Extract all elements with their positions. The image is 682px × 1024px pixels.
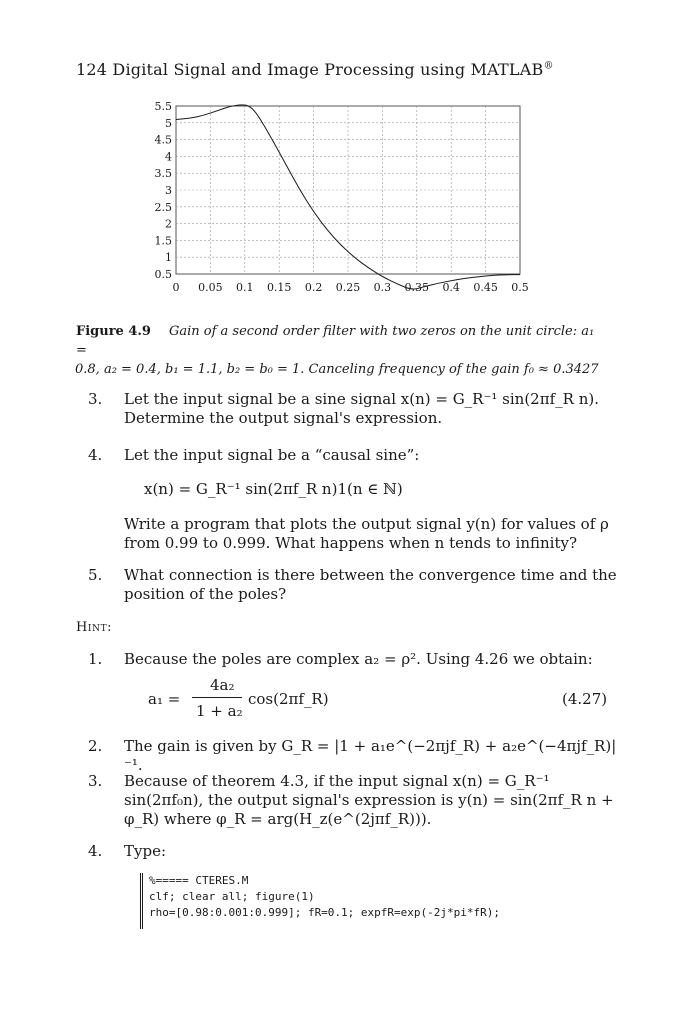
x-tick-label: 0.3 (373, 281, 392, 294)
figure-caption (76, 322, 608, 379)
equation-lhs: a₁ = (148, 690, 181, 708)
equation-numerator: 4a₂ (210, 676, 235, 694)
caption-line2: 0.8, a₂ = 0.4, b₁ = 1.1, b₂ = b₀ = 1. Canceling frequency of the gain f₀ ≈ 0.3427 (75, 362, 599, 377)
gain-chart (150, 100, 530, 310)
code-line-3: rho=[0.98:0.001:0.999]; fR=0.1; expfR=exp(-2j*pi*fR); (149, 906, 500, 919)
code-listing (140, 873, 500, 929)
y-tick-label: 5.5 (154, 100, 172, 113)
y-tick-label: 1.5 (154, 234, 172, 248)
y-tick-label: 5 (165, 116, 172, 130)
causal-sine-equation: x(n) = G_R⁻¹ sin(2πf_R n)1(n ∈ ℕ) (144, 480, 403, 498)
running-header: 124 Digital Signal and Image Processing using MATLAB® (76, 60, 554, 79)
x-tick-label: 0.1 (236, 281, 254, 294)
y-tick-label: 2.5 (154, 200, 172, 214)
fraction-bar (192, 697, 242, 698)
equation-denominator: 1 + a₂ (196, 702, 243, 720)
y-tick-label: 0.5 (154, 268, 172, 281)
x-tick-label: 0.5 (511, 281, 529, 294)
gain-curve (176, 105, 520, 289)
y-tick-label: 4.5 (154, 133, 172, 147)
x-tick-label: 0.25 (335, 281, 361, 294)
hint-heading: Hint: (76, 620, 113, 635)
x-tick-label: 0.35 (404, 281, 430, 294)
x-tick-label: 0.05 (198, 281, 223, 294)
x-tick-label: 0.4 (442, 281, 460, 294)
x-tick-label: 0 (172, 281, 180, 294)
y-tick-label: 3.5 (154, 167, 172, 181)
y-tick-label: 1 (165, 251, 172, 265)
y-tick-label: 2 (165, 217, 172, 231)
y-tick-label: 3 (165, 184, 172, 197)
equation-rhs: cos(2πf_R) (248, 690, 329, 708)
code-line-2: clf; clear all; figure(1) (149, 890, 315, 903)
x-tick-label: 0.15 (266, 281, 292, 294)
caption-label: Figure 4.9 (76, 324, 151, 339)
y-tick-label: 4 (165, 150, 172, 164)
x-tick-label: 0.45 (473, 281, 498, 294)
code-line-1: %===== CTERES.M (149, 874, 249, 887)
caption-line1: Gain of a second order filter with two zeros on the unit circle: a₁ = (76, 324, 595, 358)
x-tick-label: 0.2 (304, 281, 323, 294)
equation-number: (4.27) (562, 690, 608, 708)
